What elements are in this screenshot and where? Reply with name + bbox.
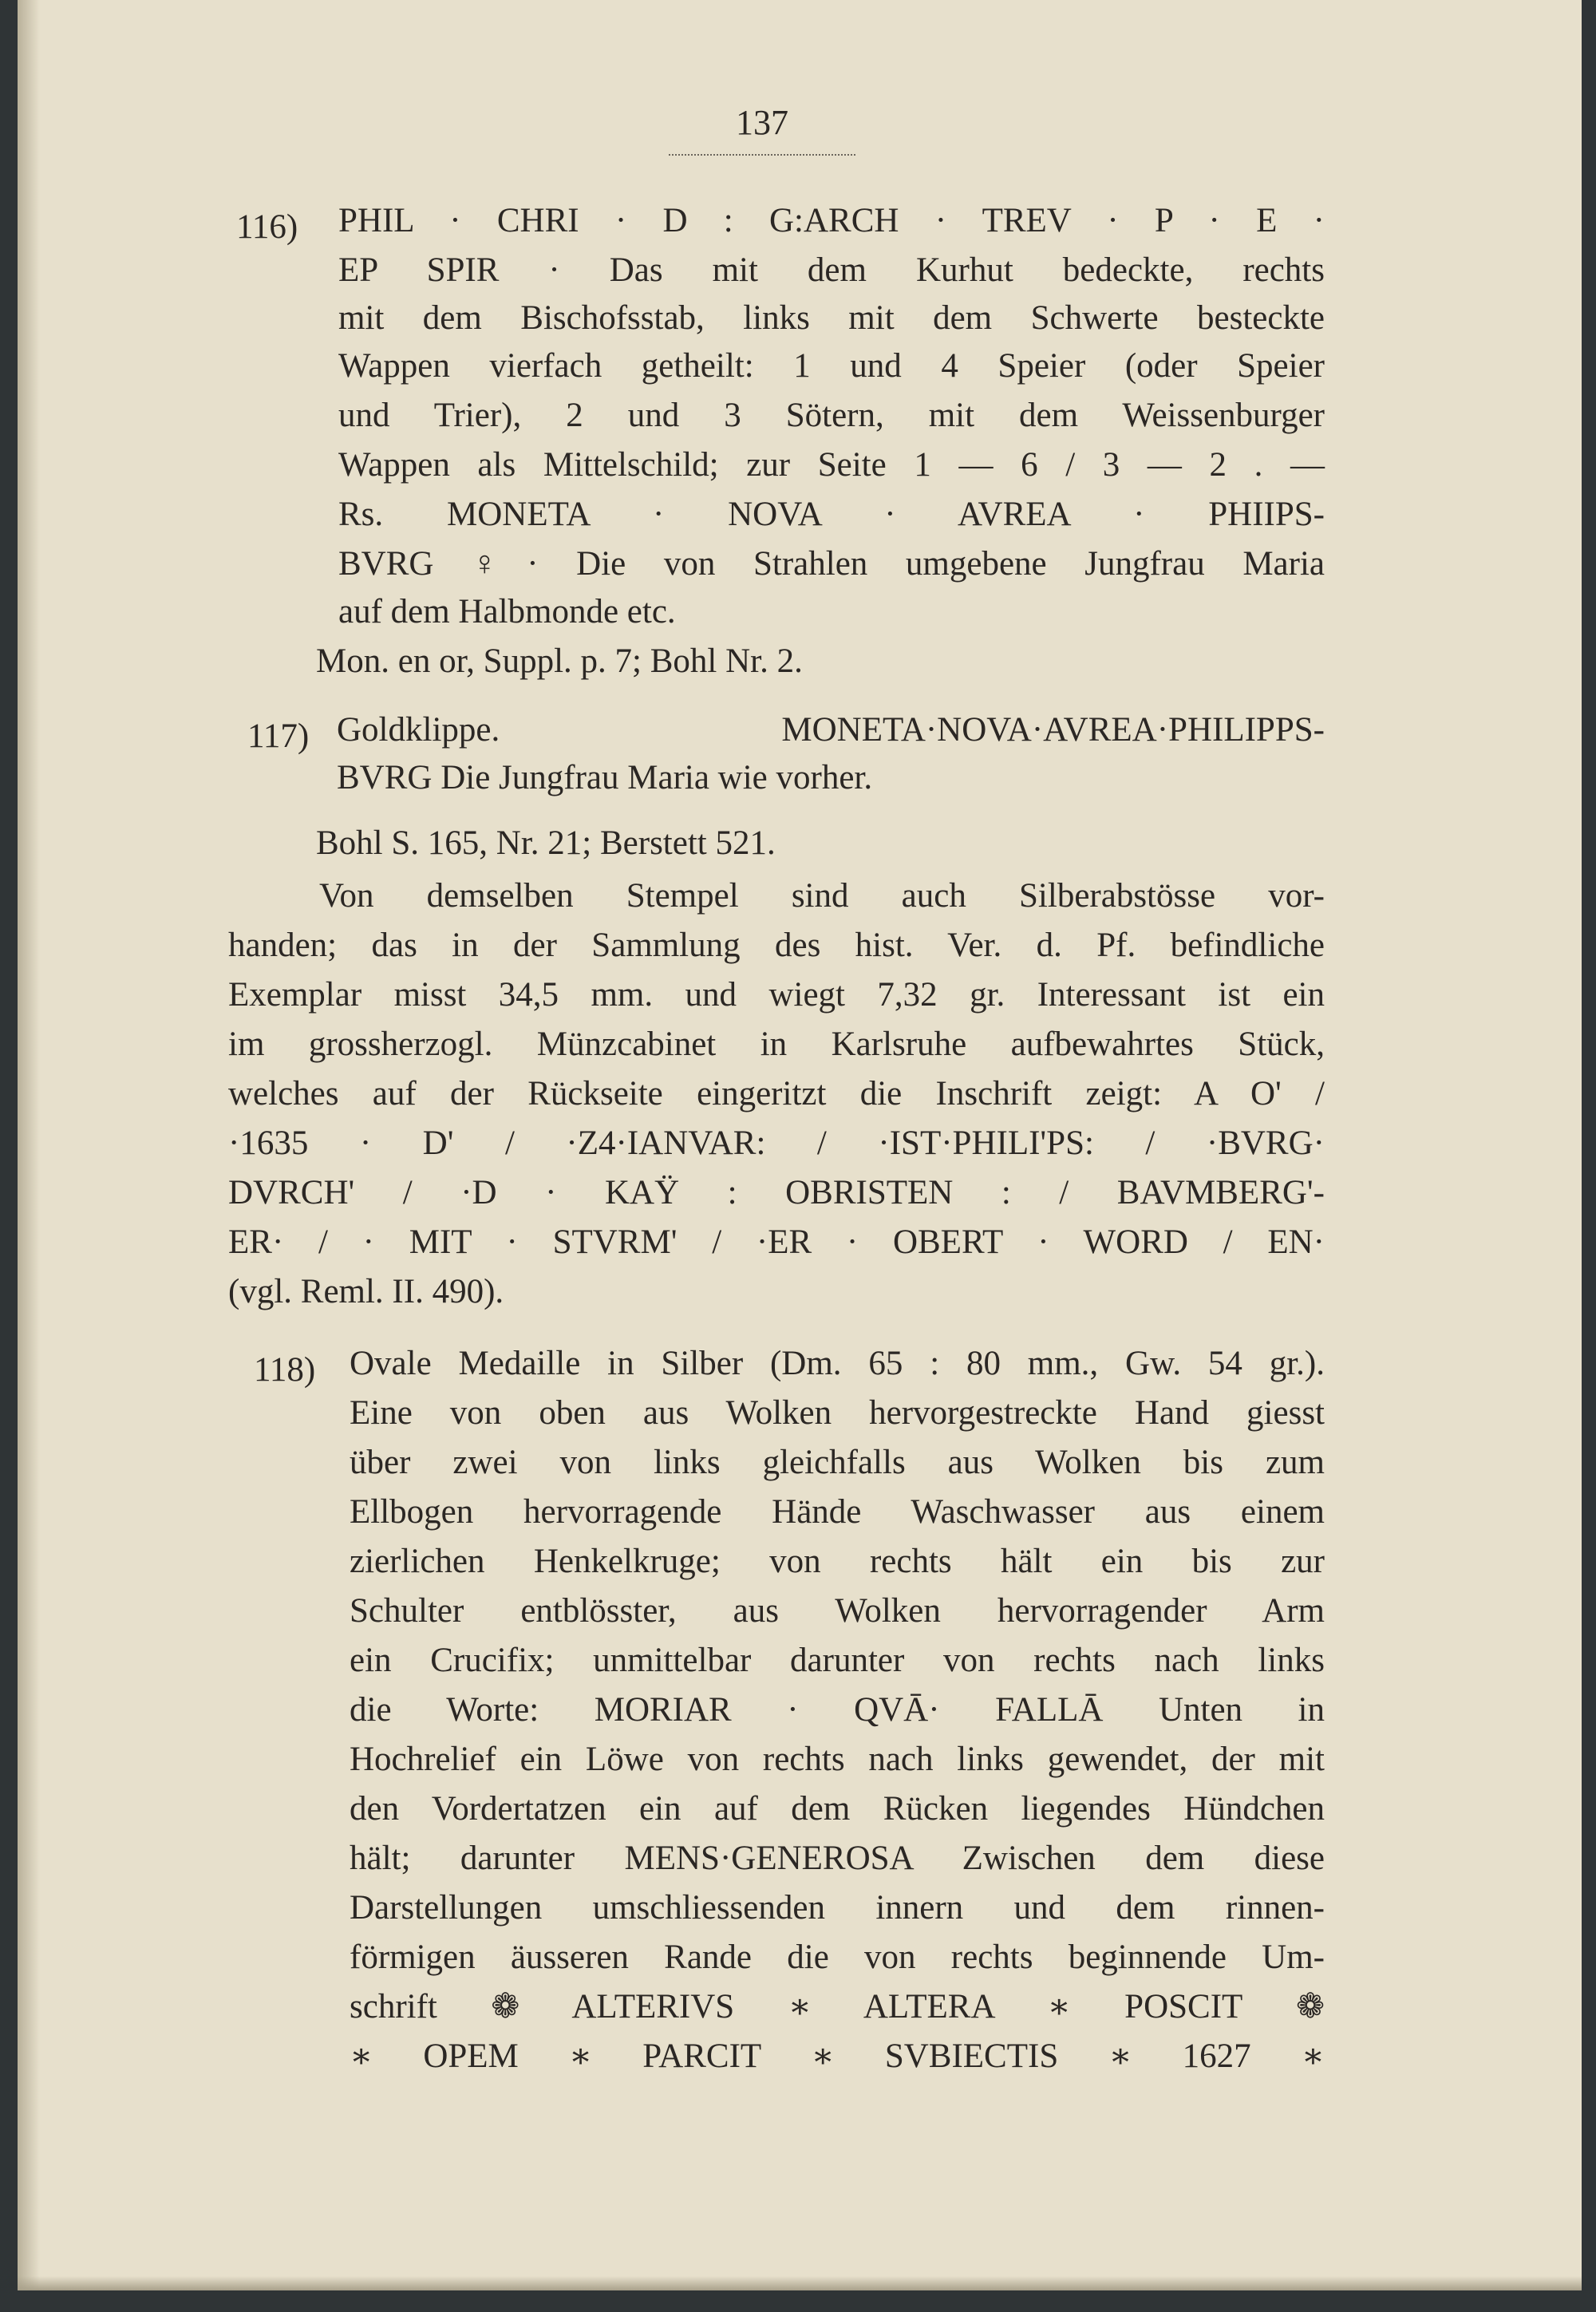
entry-118-line-15: ∗ OPEM ∗ PARCIT ∗ SVBIECTIS ∗ 1627 ∗ [350, 2037, 1325, 2075]
entry-117-para-line-6: ·1635 · D' / ·Z4·IANVAR: / ·IST·PHILI'PS: / ·BVRG· [228, 1124, 1325, 1162]
entry-116-line-3: mit dem Bischofsstab, links mit dem Schwerte besteckte [338, 299, 1325, 337]
entry-118-line-2: Eine von oben aus Wolken hervorgestreckte Hand giesst [350, 1394, 1325, 1432]
entry-117-line-2: BVRG Die Jungfrau Maria wie vorher. [337, 759, 873, 796]
entry-118-line-13: förmigen äusseren Rande die von rechts beginnende Um- [350, 1939, 1325, 1976]
entry-118-line-6: Schulter entblösster, aus Wolken hervorragender Arm [350, 1592, 1325, 1630]
page-number: 137 [736, 103, 788, 142]
entry-117-number: 117) [247, 717, 310, 755]
entry-118-line-12: Darstellungen umschliessenden innern und dem rinnen- [350, 1889, 1325, 1927]
entry-117-reference: Bohl S. 165, Nr. 21; Berstett 521. [316, 824, 776, 862]
book-page [18, 0, 1582, 2290]
entry-118-line-3: über zwei von links gleichfalls aus Wolken bis zum [350, 1444, 1325, 1481]
entry-116-line-5: und Trier), 2 und 3 Sötern, mit dem Weissenburger [338, 397, 1325, 434]
entry-117-para-line-4: im grossherzogl. Münzcabinet in Karlsruhe aufbewahrtes Stück, [228, 1026, 1325, 1063]
entry-118-line-10: den Vordertatzen ein auf dem Rücken liegendes Hündchen [350, 1790, 1325, 1828]
entry-117-line-1: Goldklippe. MONETA·NOVA·AVREA·PHILIPPS- [337, 711, 1325, 749]
entry-117-para-line-2: handen; das in der Sammlung des hist. Ver. d. Pf. befindliche [228, 927, 1325, 964]
page-bottom-shadow [18, 2276, 1582, 2290]
entry-118-line-4: Ellbogen hervorragende Hände Waschwasser aus einem [350, 1493, 1325, 1531]
entry-116-line-2: EP SPIR · Das mit dem Kurhut bedeckte, rechts [338, 251, 1325, 289]
entry-116-line-9: auf dem Halbmonde etc. [338, 593, 676, 630]
entry-117-para-line-5: welches auf der Rückseite eingeritzt die Inschrift zeigt: A O' / [228, 1075, 1325, 1113]
entry-118-number: 118) [254, 1351, 316, 1389]
entry-118-line-1: Ovale Medaille in Silber (Dm. 65 : 80 mm., Gw. 54 gr.). [350, 1345, 1325, 1382]
entry-116-reference: Mon. en or, Suppl. p. 7; Bohl Nr. 2. [316, 642, 803, 680]
entry-117-para-line-1: Von demselben Stempel sind auch Silberabstösse vor- [319, 877, 1325, 915]
entry-117-para-line-7: DVRCH' / ·D · KAŸ : OBRISTEN : / BAVMBERG'- [228, 1174, 1325, 1211]
entry-116-line-6: Wappen als Mittelschild; zur Seite 1 — 6 / 3 — 2 . — [338, 446, 1325, 484]
entry-117-para-line-8: ER· / · MIT · STVRM' / ·ER · OBERT · WORD / EN· [228, 1223, 1325, 1261]
entry-116-line-1: PHIL · CHRI · D : G:ARCH · TREV · P · E · [338, 202, 1325, 239]
page-gutter-shadow [18, 0, 40, 2290]
header-rule [669, 154, 855, 156]
entry-118-line-7: ein Crucifix; unmittelbar darunter von rechts nach links [350, 1642, 1325, 1679]
entry-118-line-14: schrift ❁ ALTERIVS ∗ ALTERA ∗ POSCIT ❁ [350, 1988, 1325, 2025]
entry-118-line-5: zierlichen Henkelkruge; von rechts hält ein bis zur [350, 1543, 1325, 1580]
entry-117-para-line-3: Exemplar misst 34,5 mm. und wiegt 7,32 gr. Interessant ist ein [228, 976, 1325, 1014]
entry-118-line-9: Hochrelief ein Löwe von rechts nach links gewendet, der mit [350, 1741, 1325, 1778]
entry-118-line-8: die Worte: MORIAR · QVĀ· FALLĀ Unten in [350, 1691, 1325, 1729]
entry-116-line-8: BVRG ♀· Die von Strahlen umgebene Jungfrau Maria [338, 545, 1325, 583]
entry-116-line-7: Rs. MONETA · NOVA · AVREA · PHIIPS- [338, 496, 1325, 533]
entry-116-number: 116) [236, 208, 298, 246]
entry-117-para-line-9: (vgl. Reml. II. 490). [228, 1273, 504, 1310]
entry-118-line-11: hält; darunter MENS·GENEROSA Zwischen dem diese [350, 1840, 1325, 1877]
entry-116-line-4: Wappen vierfach getheilt: 1 und 4 Speier (oder Speier [338, 347, 1325, 385]
